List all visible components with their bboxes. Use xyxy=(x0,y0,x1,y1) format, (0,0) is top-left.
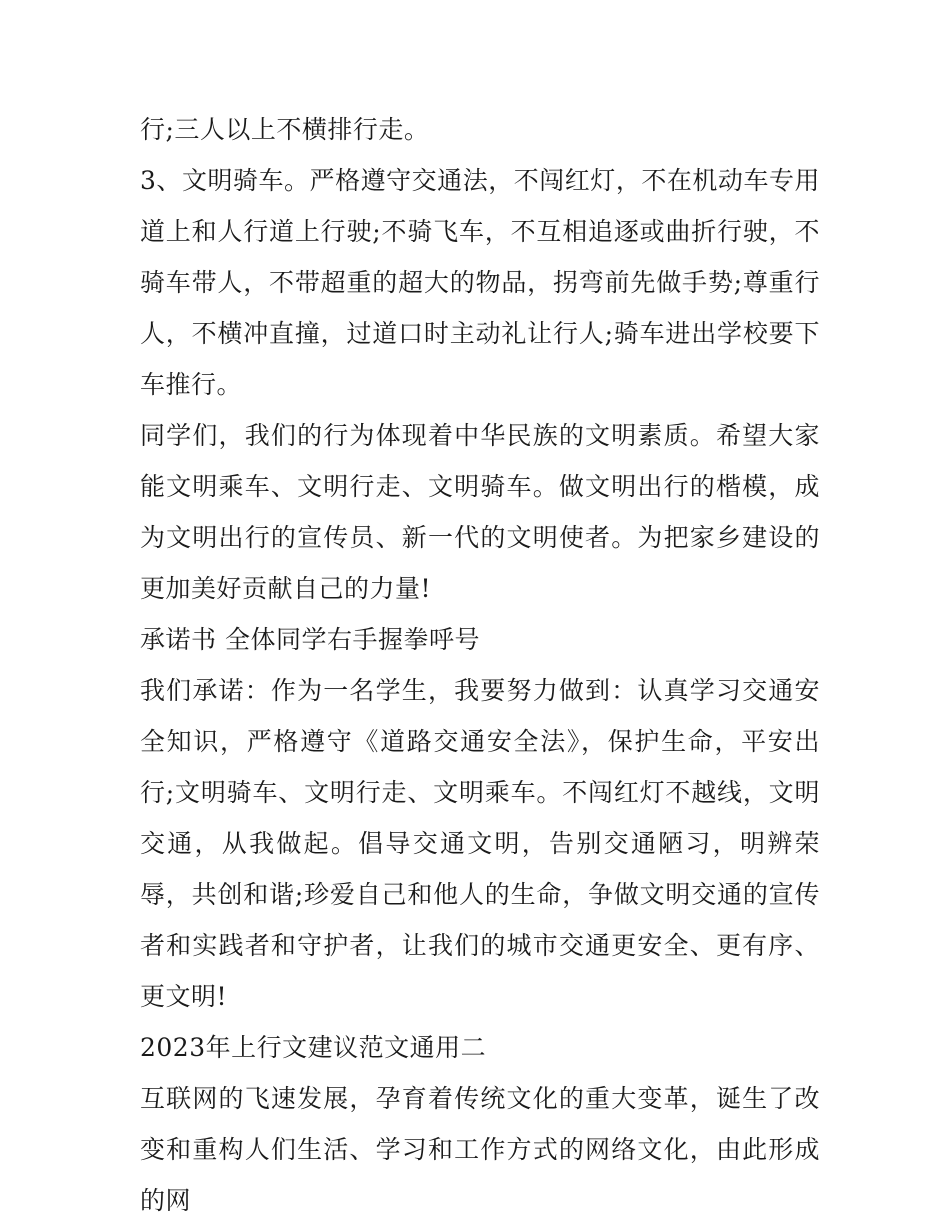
section-title: 2023年上行文建议范文通用二 xyxy=(140,1033,487,1062)
paragraph-walking-end: 行;三人以上不横排行走。 xyxy=(140,115,430,144)
paragraph-pledge: 我们承诺：作为一名学生，我要努力做到：认真学习交通安全知识，严格遵守《道路交通安全法》，保护生命，平安出行;文明骑车、文明行走、文明乘车。不闯红灯不越线，文明交通，从我做起。倡导交通文明，告别交通陋习，明辨荣辱，共创和谐;珍爱自己和他人的生命，争做文明交通的宣传者和实践者和守护者，让我们的城市交通更安全、更有序、更文明! xyxy=(140,676,820,1011)
document-body xyxy=(140,104,820,1226)
paragraph-internet: 互联网的飞速发展，孕育着传统文化的重大变革，诞生了改变和重构人们生活、学习和工作方式的网络文化，由此形成的网 xyxy=(140,1084,820,1215)
pledge-heading: 承诺书 全体同学右手握拳呼号 xyxy=(140,625,480,654)
paragraph-cycling-rules: 3、文明骑车。严格遵守交通法，不闯红灯，不在机动车专用道上和人行道上行驶;不骑飞车，不互相追逐或曲折行驶，不骑车带人，不带超重的超大的物品，拐弯前先做手势;尊重行人，不横冲直撞，过道口时主动礼让行人;骑车进出学校要下车推行。 xyxy=(140,166,820,399)
paragraph-appeal: 同学们，我们的行为体现着中华民族的文明素质。希望大家能文明乘车、文明行走、文明骑车。做文明出行的楷模，成为文明出行的宣传员、新一代的文明使者。为把家乡建设的更加美好贡献自己的力量! xyxy=(140,421,820,603)
